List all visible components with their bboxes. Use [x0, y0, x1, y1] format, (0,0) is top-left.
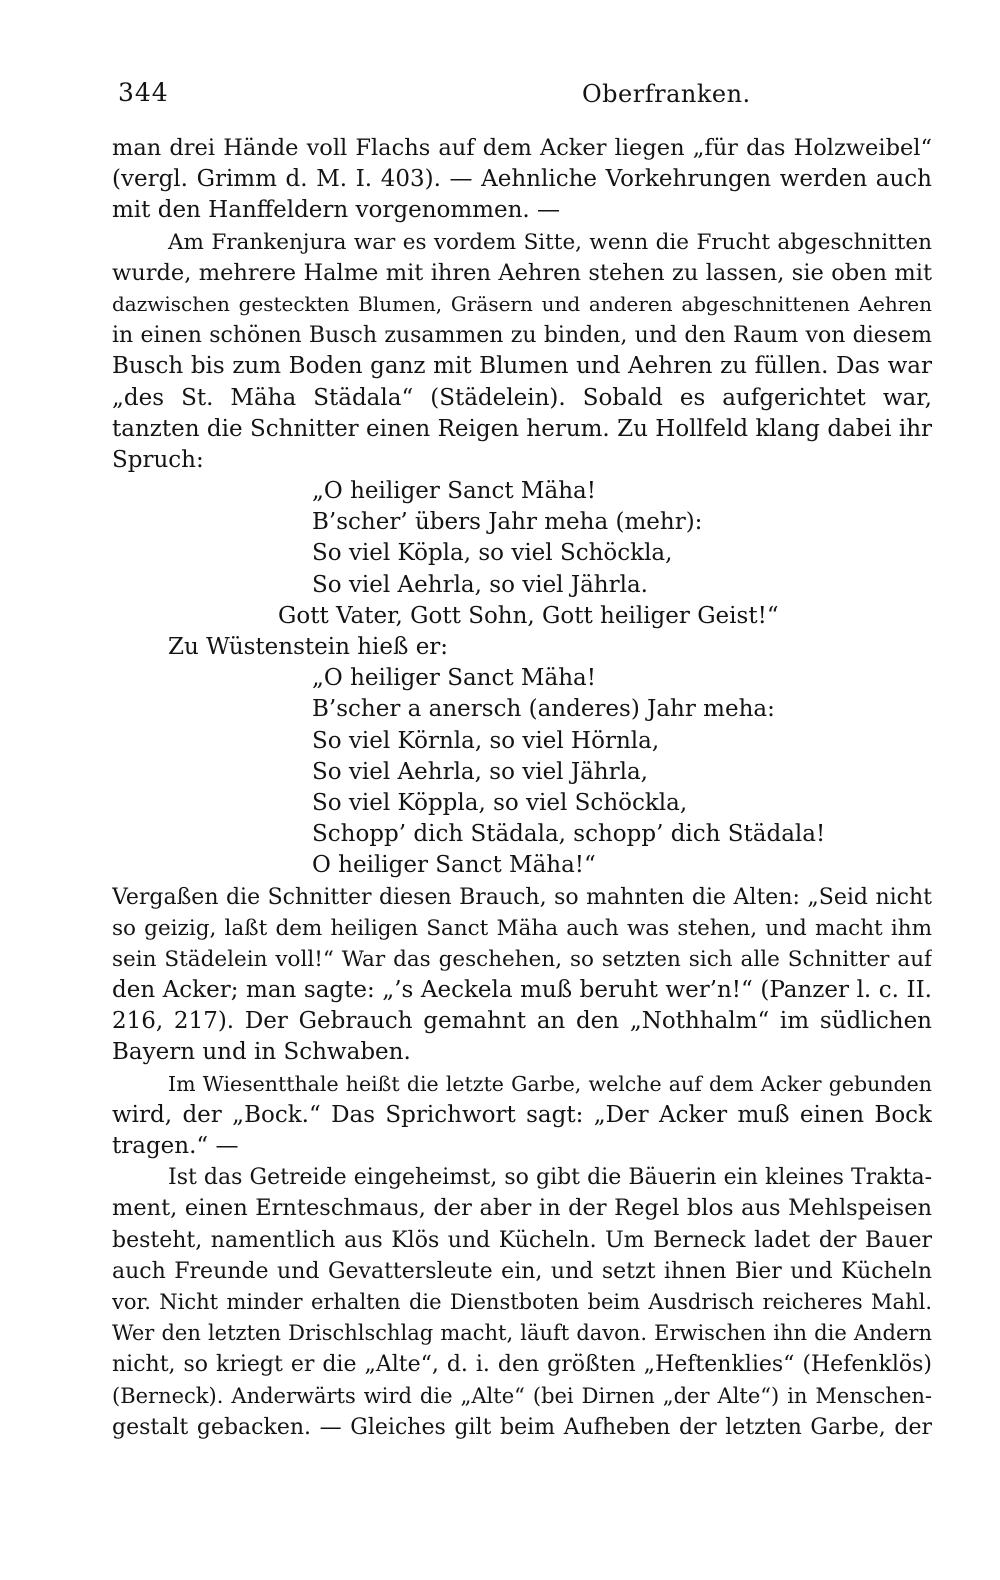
text-line: tragen.“ —: [112, 1133, 239, 1159]
text-line: Spruch:: [112, 446, 204, 473]
page-header: [112, 78, 932, 112]
text-line: den Acker; man sagte: „’s Aeckela muß beruht wer’n!“ (Panzer l. c. II.: [112, 977, 932, 1004]
verse-line: So viel Köpla, so viel Schöckla,: [312, 540, 673, 567]
text-line: sein Städelein voll!“ War das geschehen, so setzten sich alle Schnitter auf: [112, 946, 932, 972]
text-line: ment, einen Ernteschmaus, der aber in der Regel blos aus Mehlspeisen: [112, 1195, 932, 1222]
verse-line: Gott Vater, Gott Sohn, Gott heiliger Geist!“: [278, 602, 779, 629]
text-line: gestalt gebacken. — Gleiches gilt beim Aufheben der letzten Garbe, der: [112, 1414, 932, 1440]
verse-line: O heiliger Sanct Mäha!“: [312, 852, 596, 879]
text-line: auch Freunde und Gevattersleute ein, und setzt ihnen Bier und Kücheln: [112, 1258, 932, 1284]
text-line: Bayern und in Schwaben.: [112, 1039, 411, 1066]
text-line: nicht, so kriegt er die „Alte“, d. i. den größten „Heftenklies“ (Hefenklös): [112, 1352, 932, 1378]
verse-line: „O heiliger Sanct Mäha!: [312, 665, 596, 692]
text-line: Vergaßen die Schnitter diesen Brauch, so mahnten die Alten: „Seid nicht: [112, 884, 932, 910]
text-line: (Berneck). Anderwärts wird die „Alte“ (bei Dirnen „der Alte“) in Menschen-: [112, 1383, 932, 1408]
text-line: Busch bis zum Boden ganz mit Blumen und Aehren zu füllen. Das war: [112, 353, 932, 380]
text-line: Am Frankenjura war es vordem Sitte, wenn die Frucht abgeschnitten: [168, 229, 932, 255]
text-line: Im Wiesentthale heißt die letzte Garbe, welche auf dem Acker gebunden: [168, 1071, 932, 1096]
text-line: „des St. Mäha Städala“ (Städelein). Sobald es aufgerichtet war,: [112, 384, 932, 411]
page-number: 344: [118, 78, 169, 107]
text-line: man drei Hände voll Flachs auf dem Acker liegen „für das Holzweibel“: [112, 135, 932, 161]
verse-line: „O heiliger Sanct Mäha!: [312, 478, 596, 505]
verse-line: B’scher’ übers Jahr meha (mehr):: [312, 509, 703, 536]
text-line: wird, der „Bock.“ Das Sprichwort sagt: „Der Acker muß einen Bock: [112, 1101, 932, 1128]
text-line: (vergl. Grimm d. M. I. 403). — Aehnliche Vorkehrungen werden auch: [112, 166, 932, 193]
verse-line: B’scher a anersch (anderes) Jahr meha:: [312, 696, 775, 723]
text-line: vor. Nicht minder erhalten die Dienstboten beim Ausdrisch reicheres Mahl.: [112, 1289, 932, 1314]
verse-line: So viel Körnla, so viel Hörnla,: [312, 727, 660, 754]
verse-line: So viel Köppla, so viel Schöckla,: [312, 789, 688, 816]
text-line: wurde, mehrere Halme mit ihren Aehren stehen zu lassen, sie oben mit: [112, 259, 932, 286]
text-line: besteht, namentlich aus Klös und Kücheln. Um Berneck ladet der Bauer: [112, 1227, 932, 1253]
text-line: Wer den letzten Drischlschlag macht, läuft davon. Erwischen ihn die Andern: [112, 1321, 932, 1346]
text-line: dazwischen gesteckten Blumen, Gräsern und anderen abgeschnittenen Aehren: [112, 291, 932, 316]
verse-line: So viel Aehrla, so viel Jährla,: [312, 758, 648, 785]
verse-line: So viel Aehrla, so viel Jährla.: [312, 571, 648, 598]
text-line: so geizig, laßt dem heiligen Sanct Mäha auch was stehen, und macht ihm: [112, 915, 932, 941]
text-line: mit den Hanffeldern vorgenommen. —: [112, 197, 561, 224]
text-line: 216, 217). Der Gebrauch gemahnt an den „Nothhalm“ im südlichen: [112, 1008, 932, 1035]
verse-line: Schopp’ dich Städala, schopp’ dich Städala!: [312, 821, 826, 848]
text-line: Ist das Getreide eingeheimst, so gibt die Bäuerin ein kleines Trakta-: [168, 1165, 932, 1191]
body-text: [112, 133, 932, 1443]
text-line: in einen schönen Busch zusammen zu binden, und den Raum von diesem: [112, 323, 932, 349]
running-title: Oberfranken.: [582, 80, 751, 108]
text-line: tanzten die Schnitter einen Reigen herum. Zu Hollfeld klang dabei ihr: [112, 415, 932, 442]
text-line: Zu Wüstenstein hieß er:: [168, 634, 449, 660]
